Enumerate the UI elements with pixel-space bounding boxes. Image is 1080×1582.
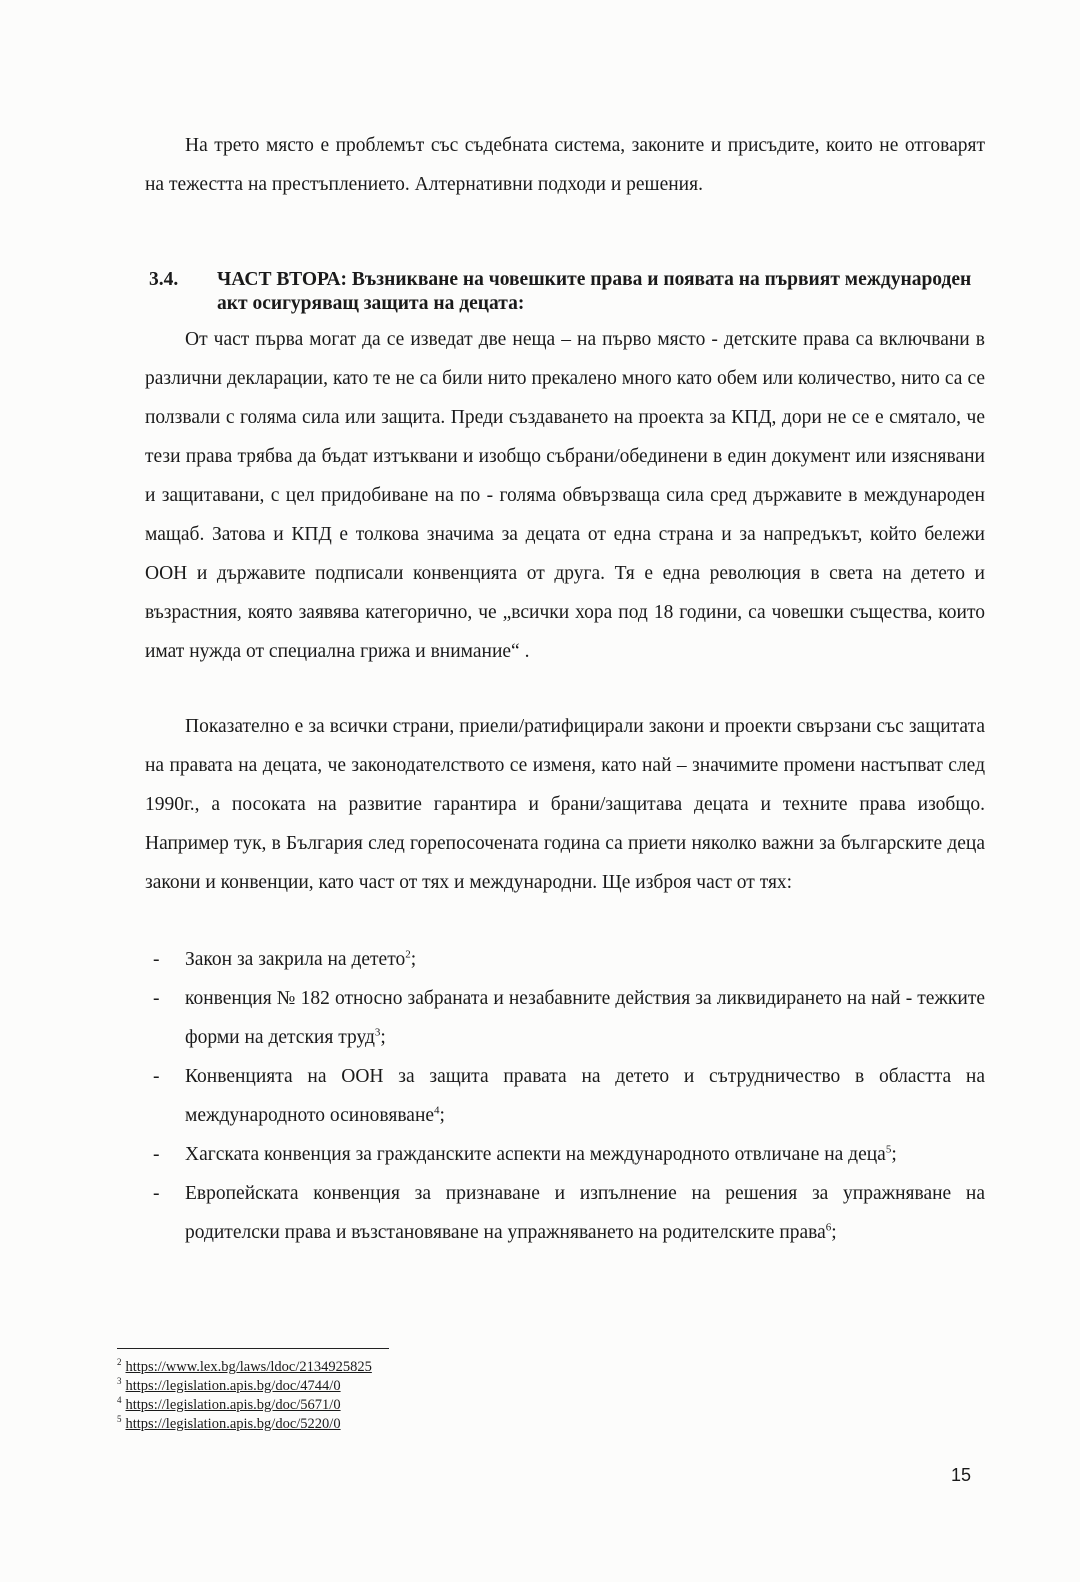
section-heading xyxy=(145,268,985,316)
footnote-separator xyxy=(117,1348,389,1349)
list-item-text: конвенция № 182 относно забраната и незабавните действия за ликвидирането на най - тежките форми на детския труд xyxy=(185,988,985,1048)
footnote-ref[interactable]: 4 xyxy=(434,1104,440,1117)
list-item-text: Хагската конвенция за гражданските аспекти на международното отвличане на деца xyxy=(185,1144,886,1165)
footnote xyxy=(117,1358,372,1377)
footnote xyxy=(117,1396,372,1415)
list-dash: - xyxy=(153,1183,160,1204)
list-item-text: Европейската конвенция за признаване и изпълнение на решения за упражняване на родителски права и възстановяване на упражняването на родителските права xyxy=(185,1183,985,1243)
list-item-text: Закон за закрила на детето xyxy=(185,949,406,970)
footnote-number: 5 xyxy=(117,1414,122,1425)
list-item: - Закон за закрила на детето$^2$; xyxy=(145,940,985,979)
section-title: ЧАСТ ВТОРА: Възникване на човешките права и появата на първият международен акт осигуряващ защита на децата: xyxy=(217,269,972,314)
footnote-link[interactable]: https://legislation.apis.bg/doc/5671/0 xyxy=(125,1397,341,1413)
footnote-link[interactable]: https://legislation.apis.bg/doc/5220/0 xyxy=(125,1416,341,1432)
list-item: - Конвенцията на ООН за защита правата на детето и сътрудничество в областта на международното осиновяване$^4$; xyxy=(145,1057,985,1135)
paragraph-problem-judicial-system: На трето място е проблемът със съдебната система, законите и присъдите, които не отговарят на тежестта на престъплението. Алтернативни подходи и решения. xyxy=(145,135,985,195)
paragraph-legislation-changes: Показателно е за всички страни, приели/ратифицирали закони и проекти свързани със защитата на правата на децата, че законодателството се изменя, като най – значимите промени настъпват след 1990г., а посоката на развитие гарантира и брани/защитава децата и техните права изобщо. Например тук, в България след горепосочената година са приети няколко важни за българските деца закони и конвенции, като част от тях и международни. Ще изброя част от тях: xyxy=(145,716,985,893)
footnote-number: 2 xyxy=(117,1357,122,1368)
list-item: - конвенция № 182 относно забраната и незабавните действия за ликвидирането на най - тежките форми на детския труд$^3$; xyxy=(145,979,985,1057)
footnote-ref[interactable]: 3 xyxy=(374,1026,381,1039)
footnote-ref[interactable]: 6 xyxy=(825,1221,832,1234)
list-item-text: Конвенцията на ООН за защита правата на детето и сътрудничество в областта на международното осиновяване xyxy=(185,1066,985,1126)
footnote-number: 3 xyxy=(117,1376,122,1387)
list-item: - Хагската конвенция за гражданските аспекти на международното отвличане на деца$^5$; xyxy=(145,1135,985,1174)
footnote-number: 4 xyxy=(117,1395,122,1406)
footnote xyxy=(117,1415,372,1434)
list-dash: - xyxy=(153,988,160,1009)
paragraph-part-one-conclusions: От част първа могат да се изведат две неща – на първо място - детските права са включвани в различни декларации, като те не са били нито прекалено много като обем или количество, нито са се ползвали с голяма сила или защита. Преди създаването на проекта за КПД, дори не се е смятало, че тези права трябва да бъдат изтъквани и изобщо събрани/обединени в един документ или изяснявани и защитавани, с цел придобиване на по - голяма обвързваща сила сред държавите в международен мащаб. Затова и КПД е толкова значима за децата от една страна и за напредъкът, който бележи ООН и държавите подписали конвенцията от друга. Тя е една революция в света на детето и възрастния, която заявява категорично, че „всички хора под 18 години, са човешки същества, които имат нужда от специална грижа и внимание“ . xyxy=(145,329,985,662)
list-dash: - xyxy=(153,949,160,970)
list-dash: - xyxy=(153,1066,160,1087)
list-dash: - xyxy=(153,1144,160,1165)
conventions-list xyxy=(145,940,985,1252)
footnote-link[interactable]: https://legislation.apis.bg/doc/4744/0 xyxy=(125,1378,341,1394)
section-number: 3.4. xyxy=(149,269,179,290)
footnote-ref[interactable]: 2 xyxy=(405,948,411,961)
footnote-ref[interactable]: 5 xyxy=(885,1143,892,1156)
list-item: - Европейската конвенция за признаване и изпълнение на решения за упражняване на родителски права и възстановяване на упражняването на родителските права$^6$; xyxy=(145,1174,985,1252)
footnotes xyxy=(117,1358,372,1434)
footnote xyxy=(117,1377,372,1396)
footnote-link[interactable]: https://www.lex.bg/laws/ldoc/2134925825 xyxy=(125,1359,372,1375)
page-number: 15 xyxy=(951,1465,972,1485)
